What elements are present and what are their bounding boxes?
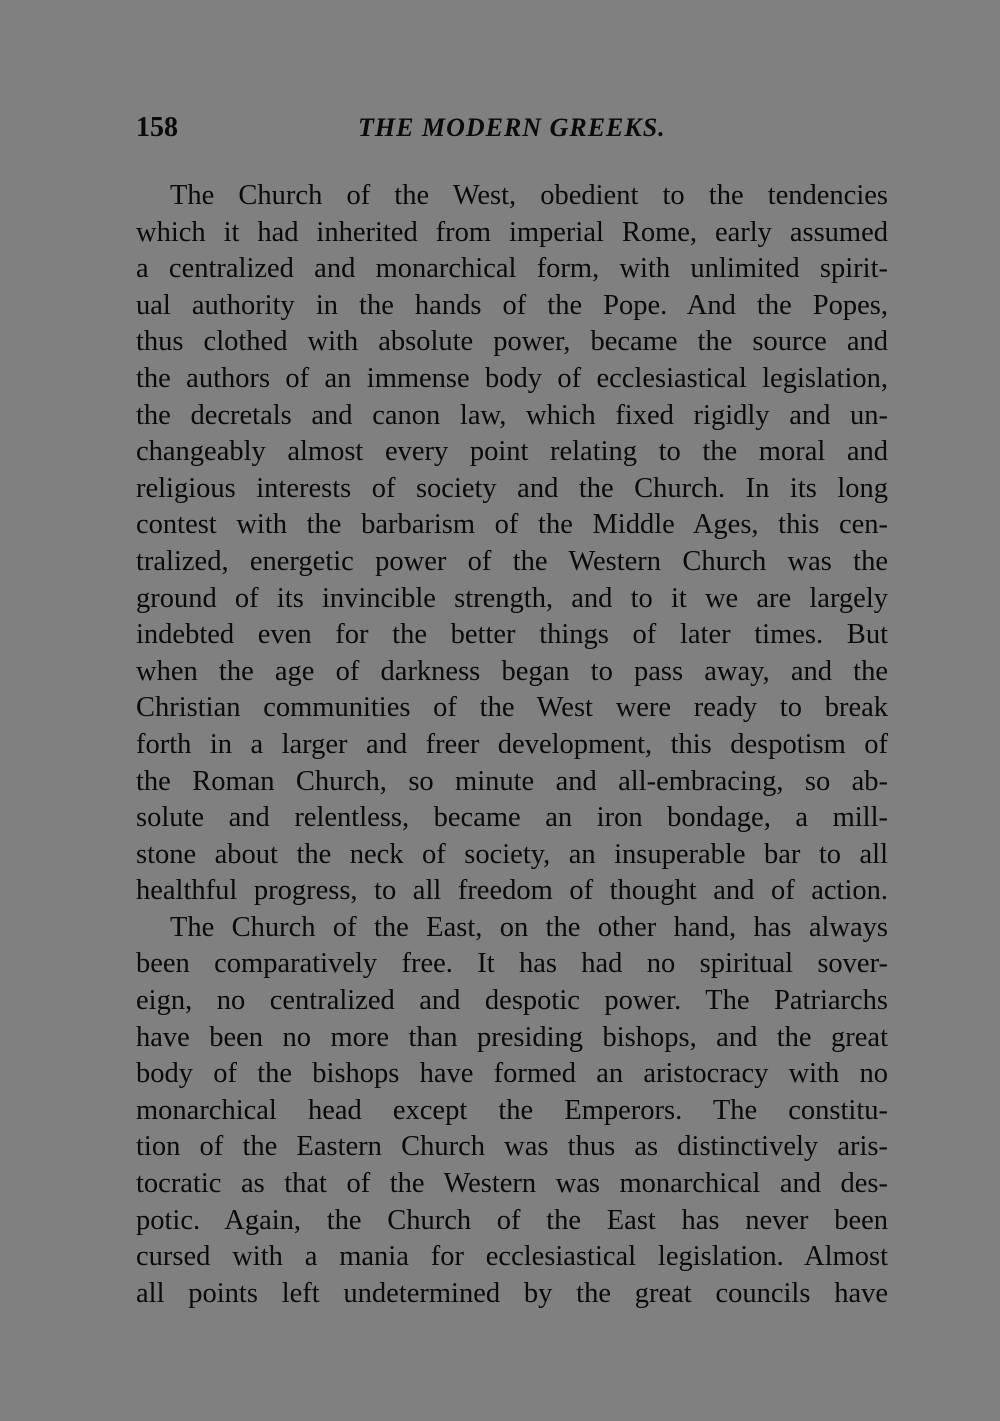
- paragraph-2: [136, 910, 888, 1313]
- text-line: indebted even for the better things of later times. But: [136, 619, 888, 651]
- text-line: forth in a larger and freer development, this despotism of: [136, 728, 888, 760]
- page-header: [136, 108, 886, 148]
- text-line: religious interests of society and the Church. In its long: [136, 472, 888, 504]
- text-line: all points left undetermined by the great councils have: [136, 1277, 888, 1309]
- body-text: [136, 178, 888, 1312]
- text-line: a centralized and monarchical form, with unlimited spirit-: [136, 253, 888, 285]
- text-line: contest with the barbarism of the Middle Ages, this cen-: [136, 509, 888, 541]
- text-line: body of the bishops have formed an aristocracy with no: [136, 1058, 888, 1090]
- text-line: Christian communities of the West were ready to break: [136, 692, 888, 724]
- text-line: solute and relentless, became an iron bondage, a mill-: [136, 802, 888, 834]
- text-line: stone about the neck of society, an insuperable bar to all: [136, 838, 888, 870]
- text-line: which it had inherited from imperial Rome, early assumed: [136, 216, 888, 248]
- text-line: have been no more than presiding bishops, and the great: [136, 1021, 888, 1053]
- text-line: The Church of the East, on the other hand, has always: [170, 911, 888, 943]
- running-title: THE MODERN GREEKS.: [358, 113, 666, 142]
- text-line: potic. Again, the Church of the East has never been: [136, 1204, 888, 1236]
- text-line: healthful progress, to all freedom of thought and of action.: [136, 875, 888, 907]
- text-line: tralized, energetic power of the Western Church was the: [136, 545, 888, 577]
- text-line: ual authority in the hands of the Pope. And the Popes,: [136, 289, 888, 321]
- text-line: tocratic as that of the Western was monarchical and des-: [136, 1168, 888, 1200]
- text-line: ground of its invincible strength, and to it we are largely: [136, 582, 888, 614]
- text-line: cursed with a mania for ecclesiastical legislation. Almost: [136, 1241, 888, 1273]
- text-line: changeably almost every point relating to the moral and: [136, 436, 888, 468]
- text-line: The Church of the West, obedient to the tendencies: [170, 180, 888, 211]
- text-line: eign, no centralized and despotic power. The Patriarchs: [136, 985, 888, 1017]
- text-line: when the age of darkness began to pass away, and the: [136, 655, 888, 687]
- paragraph-1: [136, 178, 888, 910]
- text-line: the authors of an immense body of ecclesiastical legislation,: [136, 362, 888, 394]
- text-line: tion of the Eastern Church was thus as distinctively aris-: [136, 1131, 888, 1163]
- text-line: thus clothed with absolute power, became the source and: [136, 326, 888, 358]
- text-line: the Roman Church, so minute and all-embracing, so ab-: [136, 765, 888, 797]
- text-line: the decretals and canon law, which fixed rigidly and un-: [136, 399, 888, 431]
- page-number: 158: [136, 112, 178, 143]
- text-line: monarchical head except the Emperors. The constitu-: [136, 1094, 888, 1126]
- text-line: been comparatively free. It has had no spiritual sover-: [136, 948, 888, 980]
